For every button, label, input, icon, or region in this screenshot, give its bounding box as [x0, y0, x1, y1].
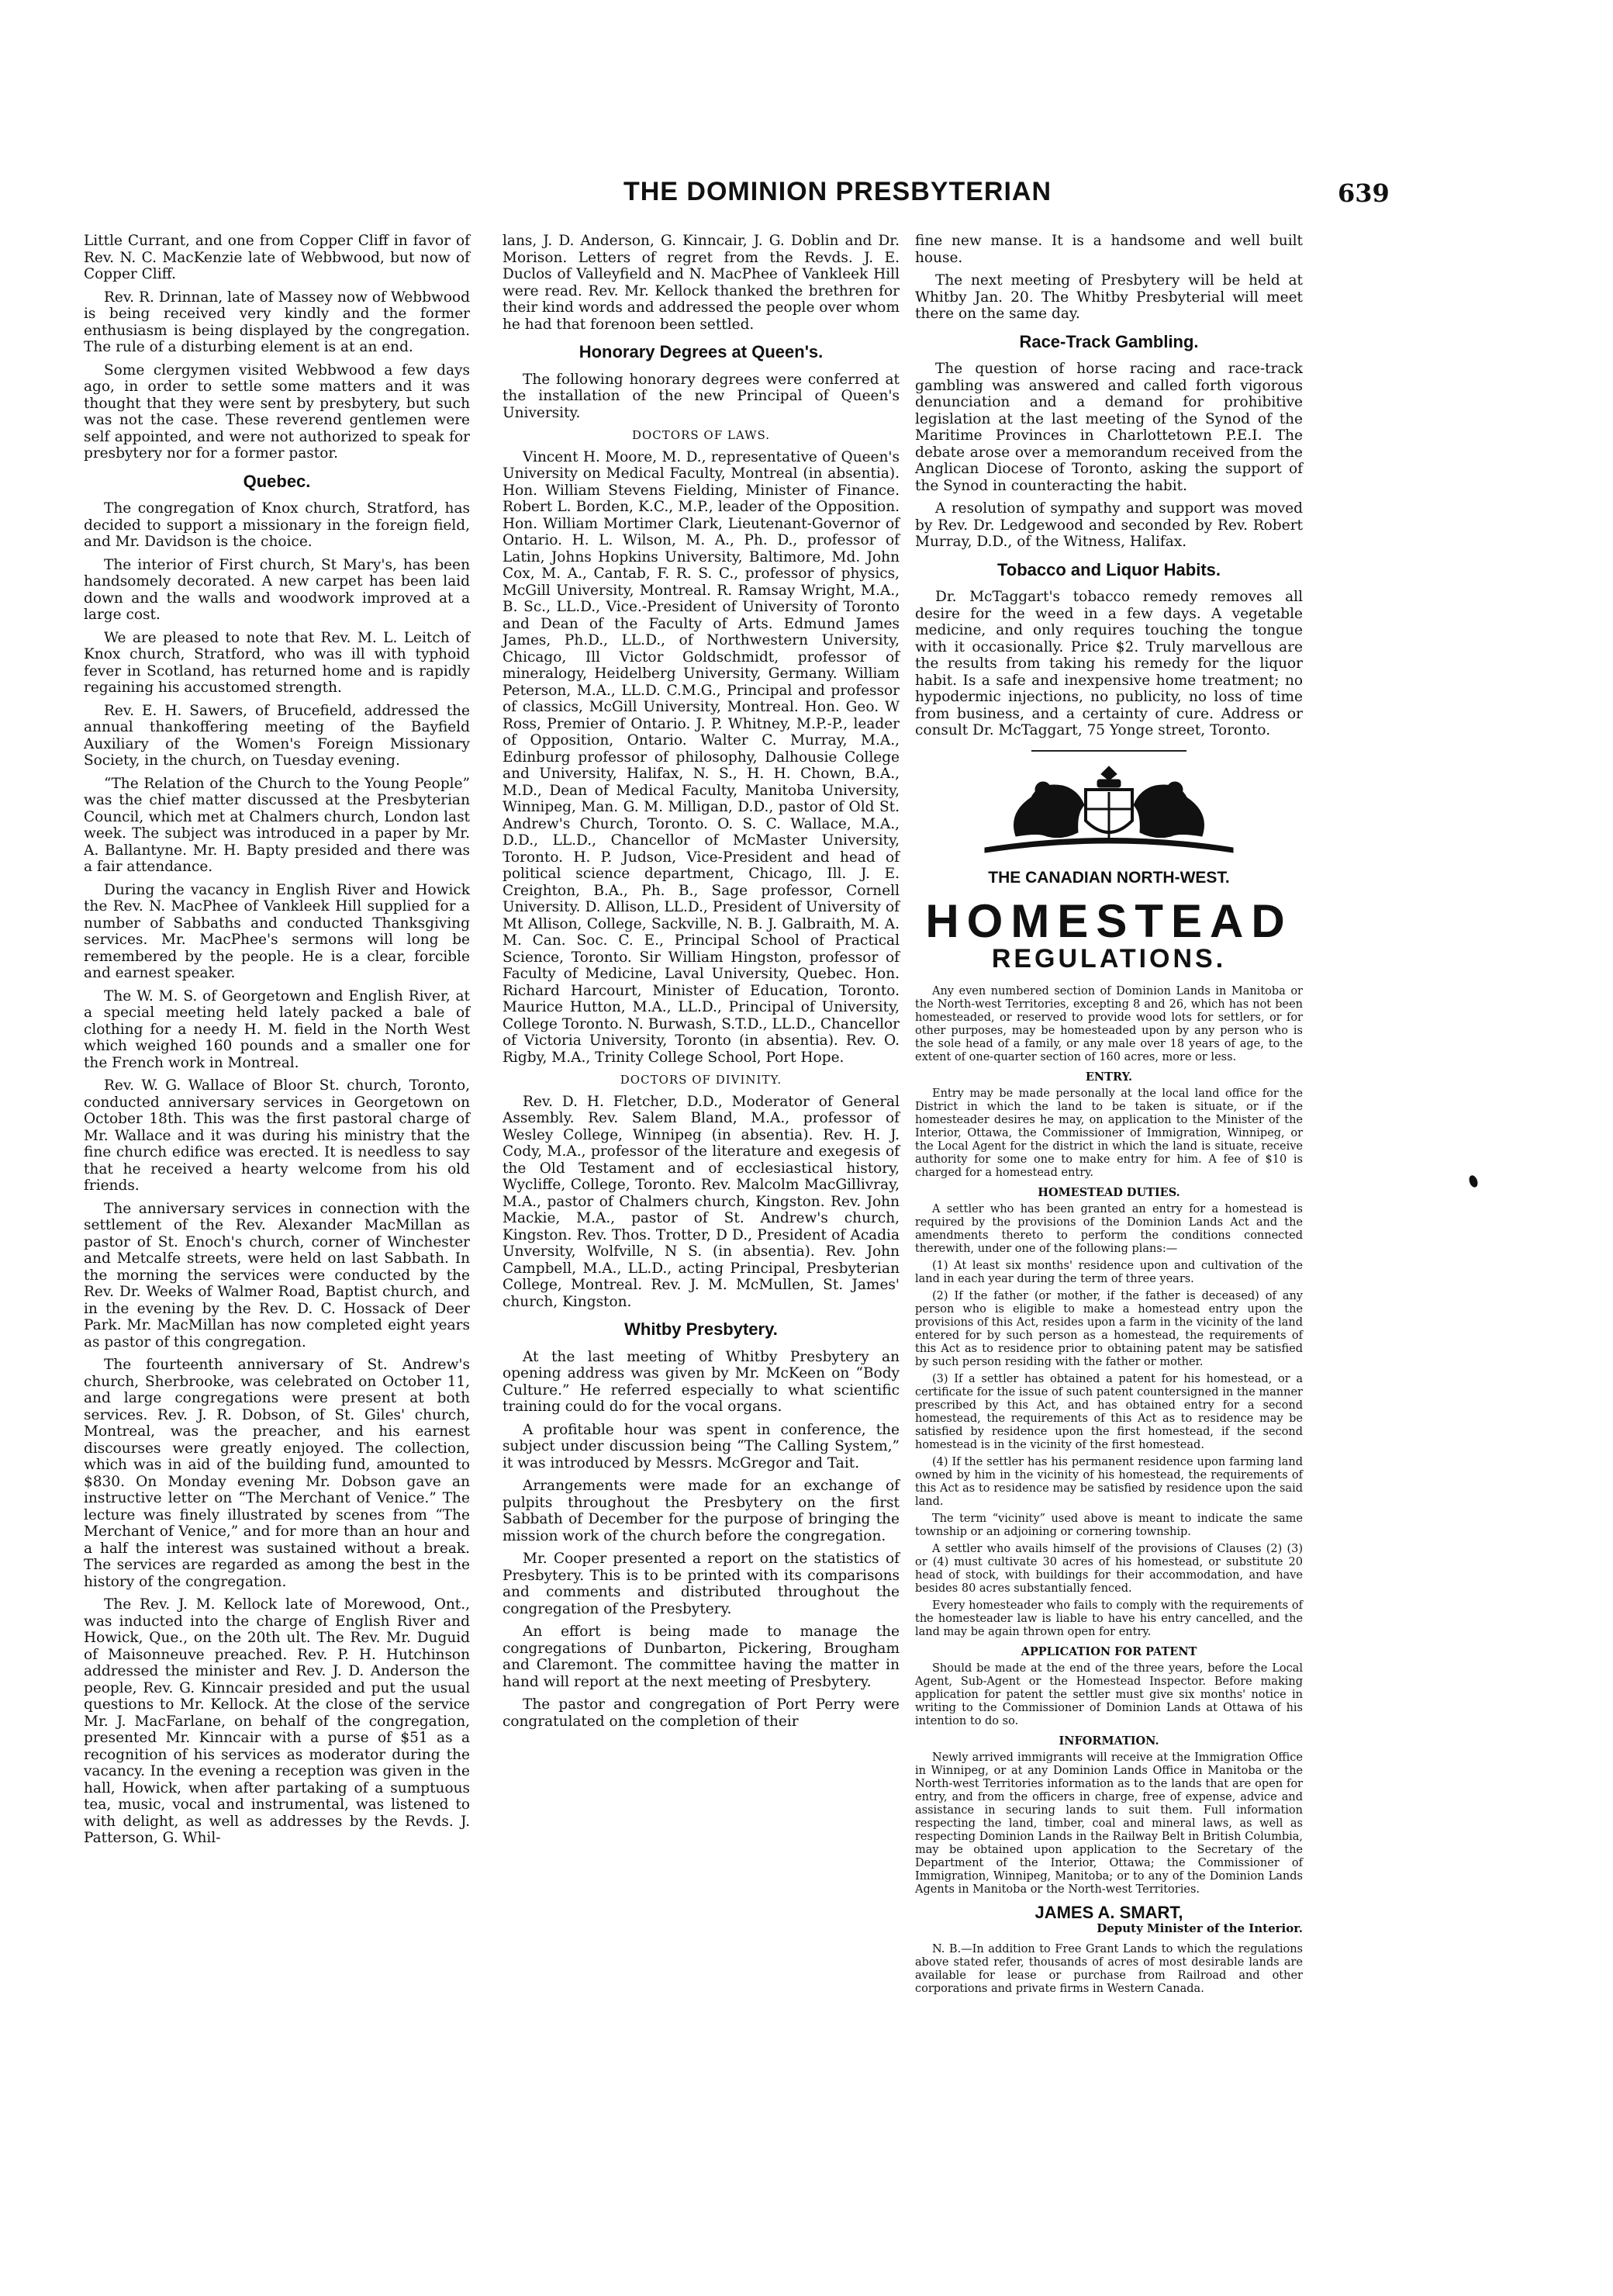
divider — [1031, 750, 1186, 752]
ad-paragraph: (4) If the settler has his permanent residence upon farming land owned by him in the vicinity of his homestead, the requirements of this Act as to residence may be satisfied by residence upon the said land. — [915, 1455, 1303, 1508]
column-3 — [915, 233, 1303, 2000]
paragraph: A profitable hour was spent in conference, the subject under discussion being “The Calling System,” it was introduced by Messrs. McGregor and Tait. — [503, 1421, 900, 1471]
subheading-doctors-of-laws: DOCTORS OF LAWS. — [631, 428, 771, 442]
paragraph: An effort is being made to manage the congregations of Dunbarton, Pickering, Brougham and Claremont. The committee having the matter in hand will report at the next meeting of Presbytery. — [503, 1623, 900, 1690]
paragraph: The W. M. S. of Georgetown and English River, at a special meeting held lately packed a bale of clothing for a needy H. M. field in the North West which weighed 160 pounds and a smaller one for the French work in Montreal. — [84, 987, 470, 1071]
page-title: THE DOMINION PRESBYTERIAN — [623, 177, 1052, 206]
ad-paragraph: Should be made at the end of the three years, before the Local Agent, Sub-Agent or the Homestead Inspector. Before making application for patent the settler must give six months' notice in writing to the Commissioner of Dominion Lands at Ottawa of his intention to do so. — [915, 1661, 1303, 1727]
ad-headline: HOMESTEAD — [925, 895, 1293, 947]
homestead-advertisement — [915, 985, 1303, 1996]
paragraph: A resolution of sympathy and support was moved by Rev. Dr. Ledgewood and seconded by Rev. Robert Murray, D.D., of the Witness, Halifax. — [915, 500, 1303, 550]
paragraph: Rev. E. H. Sawers, of Brucefield, addressed the annual thankoffering meeting of the Bayfield Auxiliary of the Women's Foreign Missionary Society, in the church, on Tuesday evening. — [84, 702, 470, 769]
paragraph: Dr. McTaggart's tobacco remedy removes all desire for the weed in a few days. A vegetable medicine, and only requires touching the tongue with it occasionally. Price $2. Truly marvellous are the results from taking his remedy for the liquor habit. Is a safe and inexpensive home treatment; no hypodermic injections, no publicity, no loss of time from business, and a certainty of cure. Address or consult Dr. McTaggart, 75 Yonge street, Toronto. — [915, 589, 1303, 738]
ad-paragraph: (2) If the father (or mother, if the father is deceased) of any person who is eligible to make a homestead entry upon the provisions of this Act, resides upon a farm in the vicinity of the land entered for by such person as a homestead, the requirements of this Act as to residence prior to obtaining patent may be satisfied by such person residing with the father or mother. — [915, 1289, 1303, 1368]
paragraph: Some clergymen visited Webbwood a few days ago, in order to settle some matters and it was thought that they were sent by presbytery, but such was not the case. These reverend gentlemen were self appointed, and were not authorized to speak for presbytery nor for a former pastor. — [84, 361, 470, 462]
paragraph: Arrangements were made for an exchange of pulpits throughout the Presbytery on the first Sabbath of December for the purpose of bringing the mission work of the church before the congregation. — [503, 1478, 900, 1544]
ad-paragraph: Entry may be made personally at the local land office for the District in which the land to be taken is situate, or if the homesteader desires he may, on application to the Minister of the Interior, Ottawa, the Commissioner of Immigration, Winnipeg, or the Local Agent for the district in which the land is situate, receive authority for some one to make entry for him. A fee of $10 is charged for a homestead entry. — [915, 1087, 1303, 1179]
section-heading-honorary-degrees: Honorary Degrees at Queen's. — [579, 342, 824, 361]
page-number: 639 — [1338, 178, 1390, 208]
paragraph: The following honorary degrees were conferred at the installation of the new Principal of Queen's University. — [503, 371, 900, 421]
ad-paragraph: Any even numbered section of Dominion Lands in Manitoba or the North-west Territories, excepting 8 and 26, which has not been homesteaded, or reserved to provide wood lots for settlers, or for other purposes, may be homesteaded upon by any person who is the sole head of a family, or any male over 18 years of age, to the extent of one-quarter section of 160 acres, more or less. — [915, 984, 1303, 1063]
page-header — [0, 177, 1613, 208]
column-2 — [503, 233, 900, 1736]
paragraph: Rev. W. G. Wallace of Bloor St. church, Toronto, conducted anniversary services in Georgetown on October 18th. This was the first pastoral charge of Mr. Wallace and it was during his ministry that the fine church edifice was erected. It is needless to say that he received a hearty welcome from his old friends. — [84, 1077, 470, 1194]
paragraph: The fourteenth anniversary of St. Andrew's church, Sherbrooke, was celebrated on October 11, and large congregations were present at both services. Rev. J. R. Dobson, of St. Giles' church, Montreal, was the preacher, and his earnest discourses were greatly enjoyed. The collection, which was in aid of the building fund, amounted to $830. On Monday evening Mr. Dobson gave an instructive letter on “The Merchant of Venice.” The lecture was finely illustrated by scenes from “The Merchant of Venice,” and for more than an hour and a half the interest was sustained without a break. The services are regarded as among the best in the history of the congregation. — [84, 1357, 470, 1590]
paragraph: Rev. D. H. Fletcher, D.D., Moderator of General Assembly. Rev. Salem Bland, M.A., professor of Wesley College, Winnipeg (in absentia). Rev. H. J. Cody, M.A., professor of the literature and exegesis of the Old Testament and of ecclesiastical history, Wycliffe, College, Toronto. Rev. Malcolm MacGillivray, M.A., pastor of Chalmers church, Kingston. Rev. John Mackie, M.A., pastor of St. Andrew's church, Kingston. Rev. Thos. Trotter, D D., President of Acadia Unversity, Wolfville, N S. (in absentia). Rev. John Campbell, M.A., LL.D., acting Principal, Presbyterian College, Montreal. Rev. J. M. McMullen, St. James' church, Kingston. — [503, 1093, 900, 1310]
paragraph: The anniversary services in connection with the settlement of the Rev. Alexander MacMillan as pastor of St. Enoch's church, corner of Winchester and Metcalfe streets, were held on last Sabbath. In the morning the services were conducted by the Rev. Dr. Weeks of Walmer Road, Baptist church, and in the evening by the Rev. D. C. Hossack of Deer Park. Mr. MacMillan has now completed eight years as pastor of this congregation. — [84, 1200, 470, 1350]
ad-paragraph: A settler who avails himself of the provisions of Clauses (2) (3) or (4) must cultivate 30 acres of his homestead, or substitute 20 head of stock, with buildings for their accommodation, and have besides 80 acres substantially fenced. — [915, 1542, 1303, 1595]
subheading-doctors-of-divinity: DOCTORS OF DIVINITY. — [620, 1073, 782, 1087]
ad-signature-title: Deputy Minister of the Interior. — [1097, 1921, 1303, 1935]
ad-paragraph: Newly arrived immigrants will receive at the Immigration Office in Winnipeg, or at any Dominion Lands Office in Manitoba or the North-west Territories information as to the lands that are open for entry, and from the officers in charge, free of expense, advice and assistance in securing lands to suit them. Full information respecting the land, timber, coal and mineral laws, as well as respecting Dominion Lands in the Railway Belt in British Columbia, may be obtained upon application to the Secretary of the Department of the Interior, Ottawa; the Commissioner of Immigration, Winnipeg, Manitoba; or to any of the Dominion Lands Agents in Manitoba or the North-west Territories. — [915, 1751, 1303, 1896]
paragraph: Vincent H. Moore, M. D., representative of Queen's University on Medical Faculty, Montreal (in absentia). Hon. William Stevens Fielding, Minister of Finance. Robert L. Borden, K.C., M.P., leader of the Opposition. Hon. William Mortimer Clark, Lieutenant-Governor of Ontario. H. L. Wilson, M. A., Ph. D., professor of Latin, Johns Hopkins University, Baltimore, Md. John Cox, M. A., Cantab, F. R. S. C., professor of physics, McGill University, Montreal. R. Ramsay Wright, M.A., B. Sc., LL.D., Vice.-President of University of Toronto and Dean of the Faculty of Arts. Edmund James James, Ph.D., LL.D., of Northwestern University, Chicago, Ill Victor Goldschmidt, professor of mineralogy, Heidelberg University, Germany. William Peterson, M.A., LL.D. C.M.G., Principal and professor of classics, McGill University, Montreal. Hon. Geo. W Ross, Premier of Ontario. J. P. Whitney, M.P.-P., leader of Opposition, Ontario. Walter C. Murray, M.A., Edinburg professor of philosophy, Dalhousie College and University, Halifax, N. S., H. H. Chown, B.A., M.D., Dean of Medical Faculty, Manitoba University, Winnipeg, Man. G. M. Milligan, D.D., pastor of Old St. Andrew's Church, Toronto. O. S. C. Wallace, M.A., D.D., LL.D., Chancellor of McMaster University, Toronto. H. P. Judson, Vice-President and head of political science department, Chicago, Ill. J. E. Creighton, B.A., Ph. B., Sage professor, Cornell University. D. Allison, LL.D., President of University of Mt Allison, College, Sackville, N. B. J. Galbraith, M. A. M. Can. Soc. C. E., Principal School of Practical Science, Toronto. Sir William Hingston, professor of Faculty of Medicine, Laval University, Quebec. Hon. Richard Harcourt, Minister of Education, Toronto. Maurice Hutton, M.A., LL.D., Principal of University, College Toronto. N. Burwash, S.T.D., LL.D., Chancellor of Victoria University, Toronto (in absentia). Rev. O. Rigby, M.A., Trinity College School, Port Hope. — [503, 448, 900, 1066]
ad-paragraph: (3) If a settler has obtained a patent for his homestead, or a certificate for the issue of such patent countersigned in the manner prescribed by this Act, and has obtained entry for a second homestead, the requirements of this Act as to residence may be satisfied by residence upon the first homestead, if the second homestead is in the vicinity of the first homestead. — [915, 1372, 1303, 1451]
ad-note: N. B.—In addition to Free Grant Lands to which the regulations above stated refer, thousands of acres of most desirable lands are available for lease or purchase from Railroad and other corporations and private firms in Western Canada. — [915, 1942, 1303, 1995]
paragraph: We are pleased to note that Rev. M. L. Leitch of Knox church, Stratford, who was ill with typhoid fever in Scotland, has returned home and is rapidly regaining his accustomed strength. — [84, 629, 470, 696]
section-heading-race-track-gambling: Race-Track Gambling. — [1019, 331, 1199, 351]
paragraph: “The Relation of the Church to the Young People” was the chief matter discussed at the Presbyterian Council, which met at Chalmers church, London last week. The subject was introduced in a paper by Mr. A. Ballantyne. Mr. H. Bapty presided and there was a fair attendance. — [84, 775, 470, 875]
ad-heading-information: INFORMATION. — [1059, 1734, 1159, 1748]
section-heading-quebec: Quebec. — [243, 471, 311, 491]
paragraph: The congregation of Knox church, Stratford, has decided to support a missionary in the foreign field, and Mr. Davidson is the choice. — [84, 500, 470, 550]
ink-blot — [1468, 1174, 1480, 1188]
paragraph: The interior of First church, St Mary's, has been handsomely decorated. A new carpet has been laid down and the walls and woodwork improved at a large cost. — [84, 556, 470, 623]
ad-heading-duties: HOMESTEAD DUTIES. — [1038, 1185, 1180, 1199]
paragraph: fine new manse. It is a handsome and well built house. — [915, 233, 1303, 266]
ad-heading-entry: ENTRY. — [1085, 1070, 1133, 1084]
section-heading-tobacco-liquor: Tobacco and Liquor Habits. — [996, 559, 1221, 579]
ad-signature: JAMES A. SMART, — [1034, 1902, 1183, 1922]
ad-subheadline: REGULATIONS. — [991, 944, 1227, 973]
ad-paragraph: The term “vicinity” used above is meant to indicate the same township or an adjoining or cornering township. — [915, 1512, 1303, 1538]
paragraph: At the last meeting of Whitby Presbytery an opening address was given by Mr. McKeen on “Body Culture.” He referred especially to what scientific training could do for the vocal organs. — [503, 1348, 900, 1415]
paragraph: During the vacancy in English River and Howick the Rev. N. MacPhee of Vankleek Hill supplied for a number of Sabbaths and conducted Thanksgiving services. Mr. MacPhee's sermons will long be remembered by the people. He is a clear, forcible and earnest speaker. — [84, 881, 470, 981]
ad-paragraph: (1) At least six months' residence upon and cultivation of the land in each year during the term of three years. — [915, 1259, 1303, 1285]
ad-heading-patent: APPLICATION FOR PATENT — [1021, 1644, 1197, 1658]
paragraph: The Rev. J. M. Kellock late of Morewood, Ont., was inducted into the charge of English River and Howick, Que., on the 20th ult. The Rev. Mr. Duguid of Maisonneuve preached. Rev. P. H. Hutchinson addressed the minister and Rev. J. D. Anderson the people, Rev. G. Kinncair presided and put the usual questions to Mr. Kellock. At the close of the service Mr. J. MacFarlane, on behalf of the congregation, presented Mr. Kinncair with a purse of $51 as a recognition of his services as moderator during the vacancy. In the evening a reception was given in the hall, Howick, when after partaking of a sumptuous tea, music, vocal and instrumental, was listened to with delight, as well as addresses by the Revds. J. Patterson, G. Whil- — [84, 1596, 470, 1846]
paragraph: The question of horse racing and race-track gambling was answered and called forth vigorous denunciation and a demand for prohibitive legislation at the last meeting of the Synod of the Maritime Provinces in Charlottetown P.E.I. The debate arose over a memorandum received from the Anglican Diocese of Toronto, asking the support of the Synod in counteracting the habit. — [915, 361, 1303, 494]
paragraph: Rev. R. Drinnan, late of Massey now of Webbwood is being received very kindly and the former enthusiasm is being displayed by the congregation. The rule of a disturbing element is at an end. — [84, 289, 470, 355]
paragraph: The next meeting of Presbytery will be held at Whitby Jan. 20. The Whitby Presbyterial will meet there on the same day. — [915, 272, 1303, 322]
section-heading-whitby-presbytery: Whitby Presbytery. — [624, 1319, 778, 1339]
ad-paragraph: A settler who has been granted an entry for a homestead is required by the provisions of the Dominion Lands Act and the amendments thereto to perform the conditions connected therewith, under one of the following plans:— — [915, 1202, 1303, 1255]
paragraph: Mr. Cooper presented a report on the statistics of Presbytery. This is to be printed with its comparisons and comments and distributed throughout the congregation of the Presbytery. — [503, 1551, 900, 1617]
paragraph: The pastor and congregation of Port Perry were congratulated on the completion of their — [503, 1696, 900, 1730]
royal-coat-of-arms-icon — [969, 762, 1249, 856]
paragraph: Little Currant, and one from Copper Cliff in favor of Rev. N. C. MacKenzie late of Webbwood, but now of Copper Cliff. — [84, 233, 470, 282]
ad-kicker: THE CANADIAN NORTH-WEST. — [988, 868, 1230, 887]
ad-paragraph: Every homesteader who fails to comply with the requirements of the homesteader law is liable to have his entry cancelled, and the land may be again thrown open for entry. — [915, 1599, 1303, 1638]
paragraph: lans, J. D. Anderson, G. Kinncair, J. G. Doblin and Dr. Morison. Letters of regret from the Revds. J. E. Duclos of Valleyfield and N. MacPhee of Vankleek Hill were read. Rev. Mr. Kellock thanked the brethren for their kind words and addressed the people over whom he had that forenoon been settled. — [503, 233, 900, 333]
column-1 — [84, 233, 470, 1853]
